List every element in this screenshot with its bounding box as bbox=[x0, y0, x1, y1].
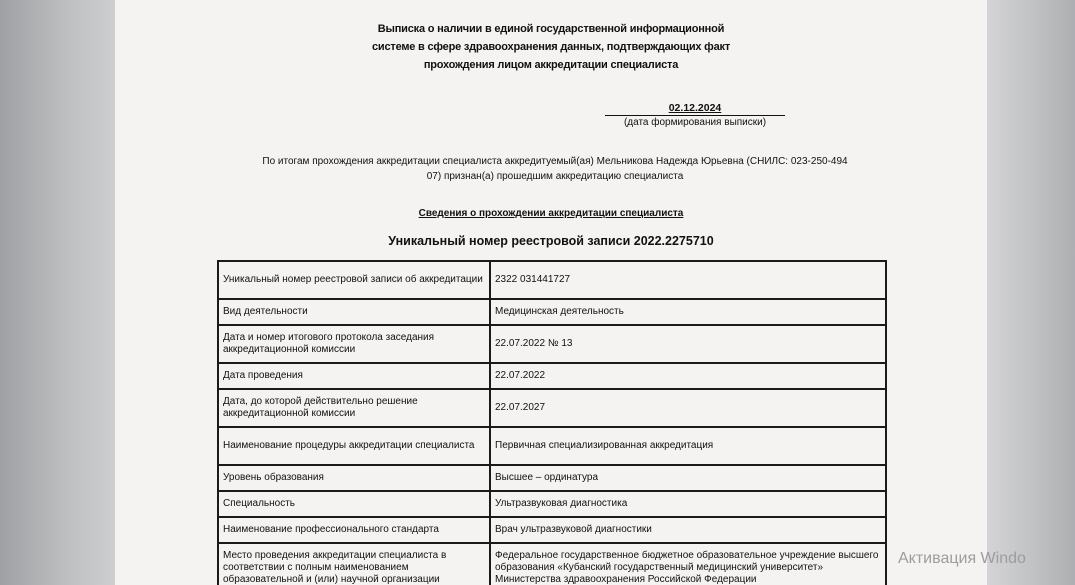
row-value: Высшее – ординатура bbox=[490, 465, 886, 491]
row-value: Ультразвуковая диагностика bbox=[490, 491, 886, 517]
table-row bbox=[218, 363, 886, 389]
windows-activation-watermark: Активация Windo bbox=[898, 550, 1026, 567]
row-label: Уникальный номер реестровой записи об аккредитации bbox=[218, 261, 490, 299]
table-row bbox=[218, 517, 886, 543]
title-line: Выписка о наличии в единой государственной информационной bbox=[377, 23, 725, 35]
left-bezel bbox=[0, 0, 115, 585]
table-row bbox=[218, 325, 886, 363]
table-row bbox=[218, 389, 886, 427]
row-value: Врач ультразвуковой диагностики bbox=[490, 517, 886, 543]
row-value: 22.07.2027 bbox=[490, 389, 886, 427]
row-label: Наименование профессионального стандарта bbox=[218, 517, 490, 543]
table-row bbox=[218, 491, 886, 517]
intro-text bbox=[215, 154, 895, 184]
table-row bbox=[218, 543, 886, 585]
row-label: Вид деятельности bbox=[218, 299, 490, 325]
row-value: Первичная специализированная аккредитация bbox=[490, 427, 886, 465]
row-value: 2322 031441727 bbox=[490, 261, 886, 299]
row-label: Дата проведения bbox=[218, 363, 490, 389]
table-row bbox=[218, 465, 886, 491]
registry-number: Уникальный номер реестровой записи 2022.2275710 bbox=[388, 234, 714, 248]
document-page bbox=[115, 0, 987, 585]
date-caption: (дата формирования выписки) bbox=[605, 115, 785, 128]
accreditation-table bbox=[217, 260, 887, 585]
title-line: системе в сфере здравоохранения данных, подтверждающих факт bbox=[371, 41, 731, 53]
intro-line: 07) признан(а) прошедшим аккредитацию специалиста bbox=[426, 171, 684, 182]
date-block bbox=[605, 102, 785, 128]
intro-line: По итогам прохождения аккредитации специалиста аккредитуемый(ая) Мельникова Надежда Юрьевна (СНИЛС: 023-250-494 bbox=[262, 156, 848, 167]
statement-date: 02.12.2024 bbox=[668, 102, 722, 114]
section-title: Сведения о прохождении аккредитации специалиста bbox=[418, 208, 684, 219]
row-label: Место проведения аккредитации специалиста в соответствии с полным наименованием образовательной и (или) научной организации bbox=[218, 543, 490, 585]
title-line: прохождения лицом аккредитации специалиста bbox=[423, 59, 679, 71]
row-value: 22.07.2022 bbox=[490, 363, 886, 389]
right-bezel bbox=[987, 0, 1075, 585]
row-label: Наименование процедуры аккредитации специалиста bbox=[218, 427, 490, 465]
document-title bbox=[115, 20, 987, 74]
row-label: Уровень образования bbox=[218, 465, 490, 491]
row-label: Дата, до которой действительно решение аккредитационной комиссии bbox=[218, 389, 490, 427]
table-row bbox=[218, 427, 886, 465]
table-row bbox=[218, 299, 886, 325]
row-value: Медицинская деятельность bbox=[490, 299, 886, 325]
table-row bbox=[218, 261, 886, 299]
row-value: Федеральное государственное бюджетное образовательное учреждение высшего образования «Кубанский государственный медицинский университет» Министерства здравоохранения Российской Федерации bbox=[490, 543, 886, 585]
row-value: 22.07.2022 № 13 bbox=[490, 325, 886, 363]
row-label: Специальность bbox=[218, 491, 490, 517]
row-label: Дата и номер итогового протокола заседания аккредитационной комиссии bbox=[218, 325, 490, 363]
